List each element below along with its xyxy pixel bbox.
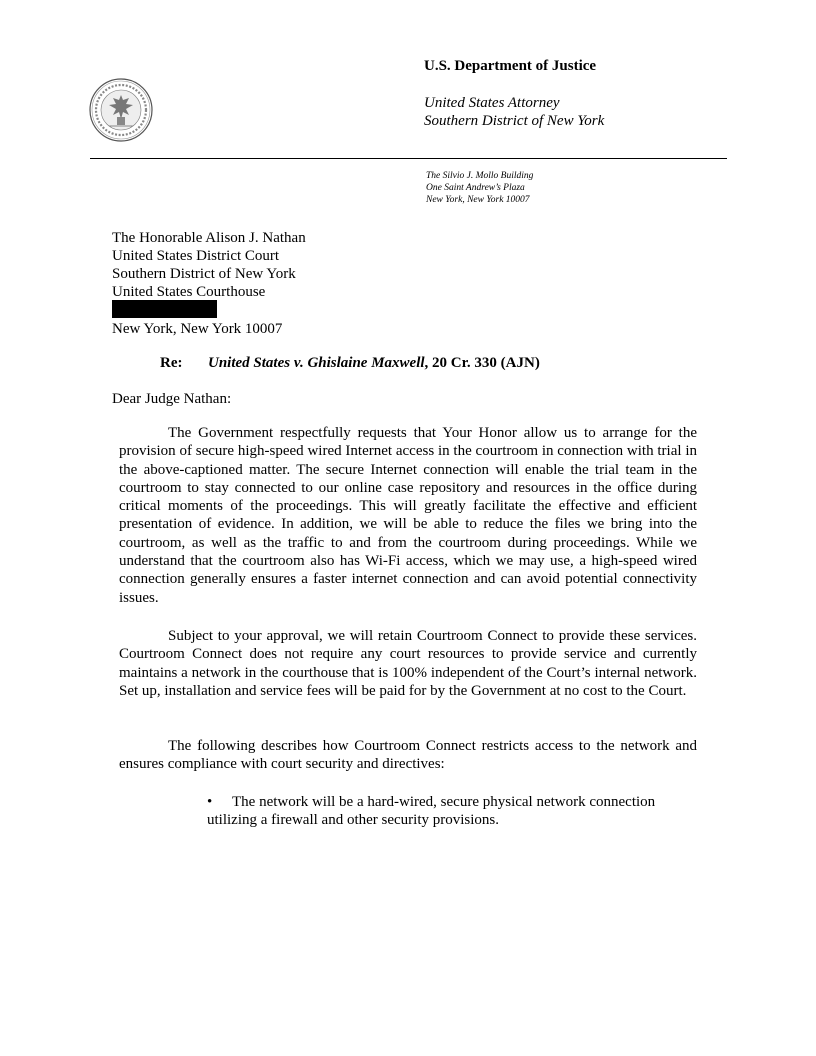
case-name: United States v. Ghislaine Maxwell [208, 355, 425, 371]
letterhead-divider [90, 158, 727, 159]
office-title: United States Attorney [424, 95, 560, 111]
recipient-address-line: United States District Court [112, 248, 280, 264]
doj-seal-icon [89, 78, 153, 142]
body-paragraph: The following describes how Courtroom Connect restricts access to the network and ensures compliance with court security and directives: [119, 738, 697, 773]
body-paragraph: The Government respectfully requests that Your Honor allow us to arrange for the provision of secure high-speed wired Internet access in the courtroom in connection with trial in the above-captioned matter. The secure Internet connection will enable the trial team in the courtroom to stay connected to our online case repository and resources in the office during critical moments of the proceedings. This will greatly facilitate the effective and efficient presentation of evidence. In addition, we will be able to reduce the files we bring into the courtroom, as well as the traffic to and from the courtroom during proceedings. While we understand that the courtroom also has Wi-Fi access, which we may use, a high-speed wired connection generally ensures a faster internet connection and can avoid potential connectivity issues. [119, 425, 697, 606]
redaction-bar [112, 300, 217, 318]
office-address-line: One Saint Andrew’s Plaza [426, 183, 525, 193]
office-district: Southern District of New York [424, 113, 605, 129]
case-number: , 20 Cr. 330 (AJN) [424, 355, 540, 371]
bullet-text: The network will be a hard-wired, secure physical network connection utilizing a firewall and other security provisions. [207, 794, 656, 829]
office-address-line: New York, New York 10007 [426, 195, 530, 205]
subject-line [208, 355, 540, 372]
recipient-name: The Honorable Alison J. Nathan [112, 230, 306, 246]
agency-name: U.S. Department of Justice [424, 58, 597, 74]
bullet-item [207, 793, 697, 830]
bullet-icon: • [207, 794, 213, 810]
office-address-line: The Silvio J. Mollo Building [426, 171, 534, 181]
recipient-address-line: Southern District of New York [112, 266, 296, 282]
body-paragraph: Subject to your approval, we will retain Courtroom Connect to provide these services. Courtroom Connect does not require any court resources to provide service and currently maintains a network in the courthouse that is 100% independent of the Court’s internal network. Set up, installation and service fees will be paid for by the Government at no cost to the Court. [119, 628, 697, 699]
salutation: Dear Judge Nathan: [112, 391, 232, 407]
recipient-address-line: United States Courthouse [112, 284, 266, 300]
recipient-address-line: New York, New York 10007 [112, 321, 283, 337]
subject-label: Re: [160, 355, 183, 371]
